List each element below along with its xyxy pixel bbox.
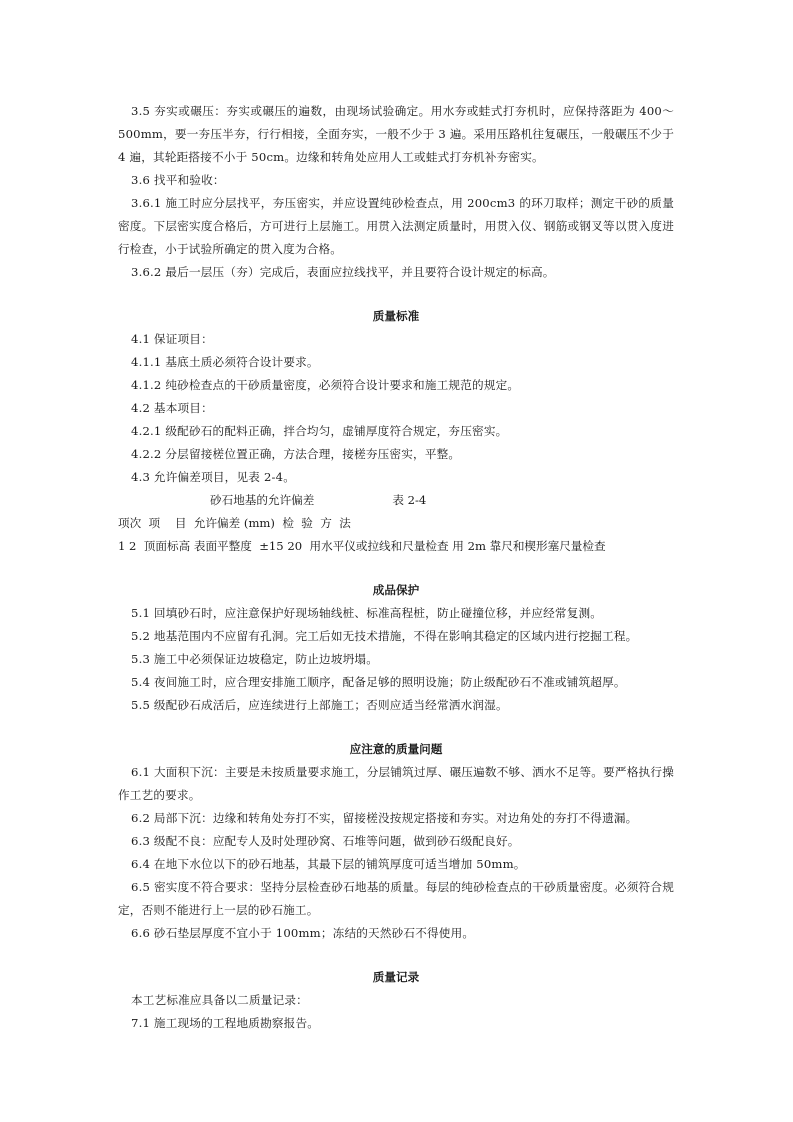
list-item: 5.3 施工中必须保证边坡稳定，防止边坡坍塌。 [131, 652, 379, 666]
paragraph-3-6: 3.6 找平和验收： [131, 173, 225, 187]
list-item: 4.2.2 分层留接槎位置正确，方法合理，接槎夯压密实，平整。 [131, 447, 461, 461]
heading-product-protection: 成品保护 [372, 583, 420, 597]
list-item: 6.6 砂石垫层厚度不宜小于 100mm；冻结的天然砂石不得使用。 [131, 926, 475, 940]
list-item: 6.4 在地下水位以下的砂石地基，其最下层的铺筑厚度可适当增加 50mm。 [131, 857, 526, 871]
list-item: 6.5 密实度不符合要求：坚持分层检查砂石地基的质量。每层的纯砂检查点的干砂质量密度。必须符合规定，否则不能进行上一层的砂石施工。 [118, 880, 674, 917]
list-item: 5.1 回填砂石时，应注意保护好现场轴线桩、标准高程桩，防止碰撞位移，并应经常复测。 [131, 606, 603, 620]
heading-quality-records: 质量记录 [372, 970, 420, 984]
list-item: 6.3 级配不良：应配专人及时处理砂窝、石堆等问题，做到砂石级配良好。 [131, 834, 520, 848]
list-item: 4.2.1 级配砂石的配料正确，拌合均匀，虚铺厚度符合规定，夯压密实。 [131, 424, 508, 438]
table-row: 1 2 顶面标高 表面平整度 ±15 20 用水平仪或拉线和尺量检查 用 2m 靠尺和楔形塞尺量检查 [118, 539, 606, 553]
table-title: 砂石地基的允许偏差 [210, 493, 315, 507]
spacer [118, 717, 674, 738]
list-item: 7.1 施工现场的工程地质勘察报告。 [131, 1016, 320, 1030]
heading-quality-issues: 应注意的质量问题 [349, 742, 443, 756]
spacer [118, 558, 674, 579]
document-page [118, 100, 674, 1035]
spacer [118, 945, 674, 966]
spacer [118, 284, 674, 305]
list-item: 5.5 级配砂石成活后，应连续进行上部施工；否则应适当经常洒水润湿。 [131, 698, 508, 712]
list-item: 6.2 局部下沉：边缘和转角处夯打不实，留接槎没按规定搭接和夯实。对边角处的夯打不得遗漏。 [131, 811, 638, 825]
list-item: 4.2 基本项目： [131, 401, 213, 415]
table-number: 表 2-4 [392, 493, 427, 507]
list-item: 5.2 地基范围内不应留有孔洞。完工后如无技术措施，不得在影响其稳定的区域内进行挖掘工程。 [131, 629, 638, 643]
list-item: 4.3 允许偏差项目，见表 2-4。 [131, 470, 296, 484]
list-item: 4.1.1 基底土质必须符合设计要求。 [131, 355, 319, 369]
list-item: 4.1.2 纯砂检查点的干砂质量密度，必须符合设计要求和施工规范的规定。 [131, 378, 520, 392]
paragraph-3-5: 3.5 夯实或碾压：夯实或碾压的遍数，由现场试验确定。用水夯或蛙式打夯机时，应保持落距为 400～500mm，要一夯压半夯，行行相接，全面夯实，一般不少于 3 遍。采用压路机往复碾压，一般碾压不少于 4 遍，其轮距搭接不小于 50cm。边缘和转角处应用人工或蛙式打夯机补夯密实。 [118, 104, 674, 164]
intro-text: 本工艺标准应具备以二质量记录： [131, 993, 308, 1007]
list-item: 6.1 大面积下沉：主要是未按质量要求施工，分层铺筑过厚、碾压遍数不够、洒水不足等。要严格执行操作工艺的要求。 [118, 765, 674, 802]
paragraph-3-6-1: 3.6.1 施工时应分层找平，夯压密实，并应设置纯砂检查点，用 200cm3 的环刀取样；测定干砂的质量密度。下层密实度合格后，方可进行上层施工。用贯入法测定质量时，用贯入仪、钢筋或钢叉等以贯入度进行检查，小于试验所确定的贯入度为合格。 [118, 196, 674, 256]
table-caption [118, 489, 674, 512]
heading-quality-standard: 质量标准 [372, 309, 420, 323]
paragraph-3-6-2: 3.6.2 最后一层压（夯）完成后，表面应拉线找平，并且要符合设计规定的标高。 [131, 265, 555, 279]
table-header-row: 项次 项 目 允许偏差 (mm) 检 验 方 法 [118, 516, 351, 530]
list-item: 4.1 保证项目： [131, 332, 213, 346]
list-item: 5.4 夜间施工时，应合理安排施工顺序，配备足够的照明设施；防止级配砂石不准或铺筑超厚。 [131, 675, 626, 689]
